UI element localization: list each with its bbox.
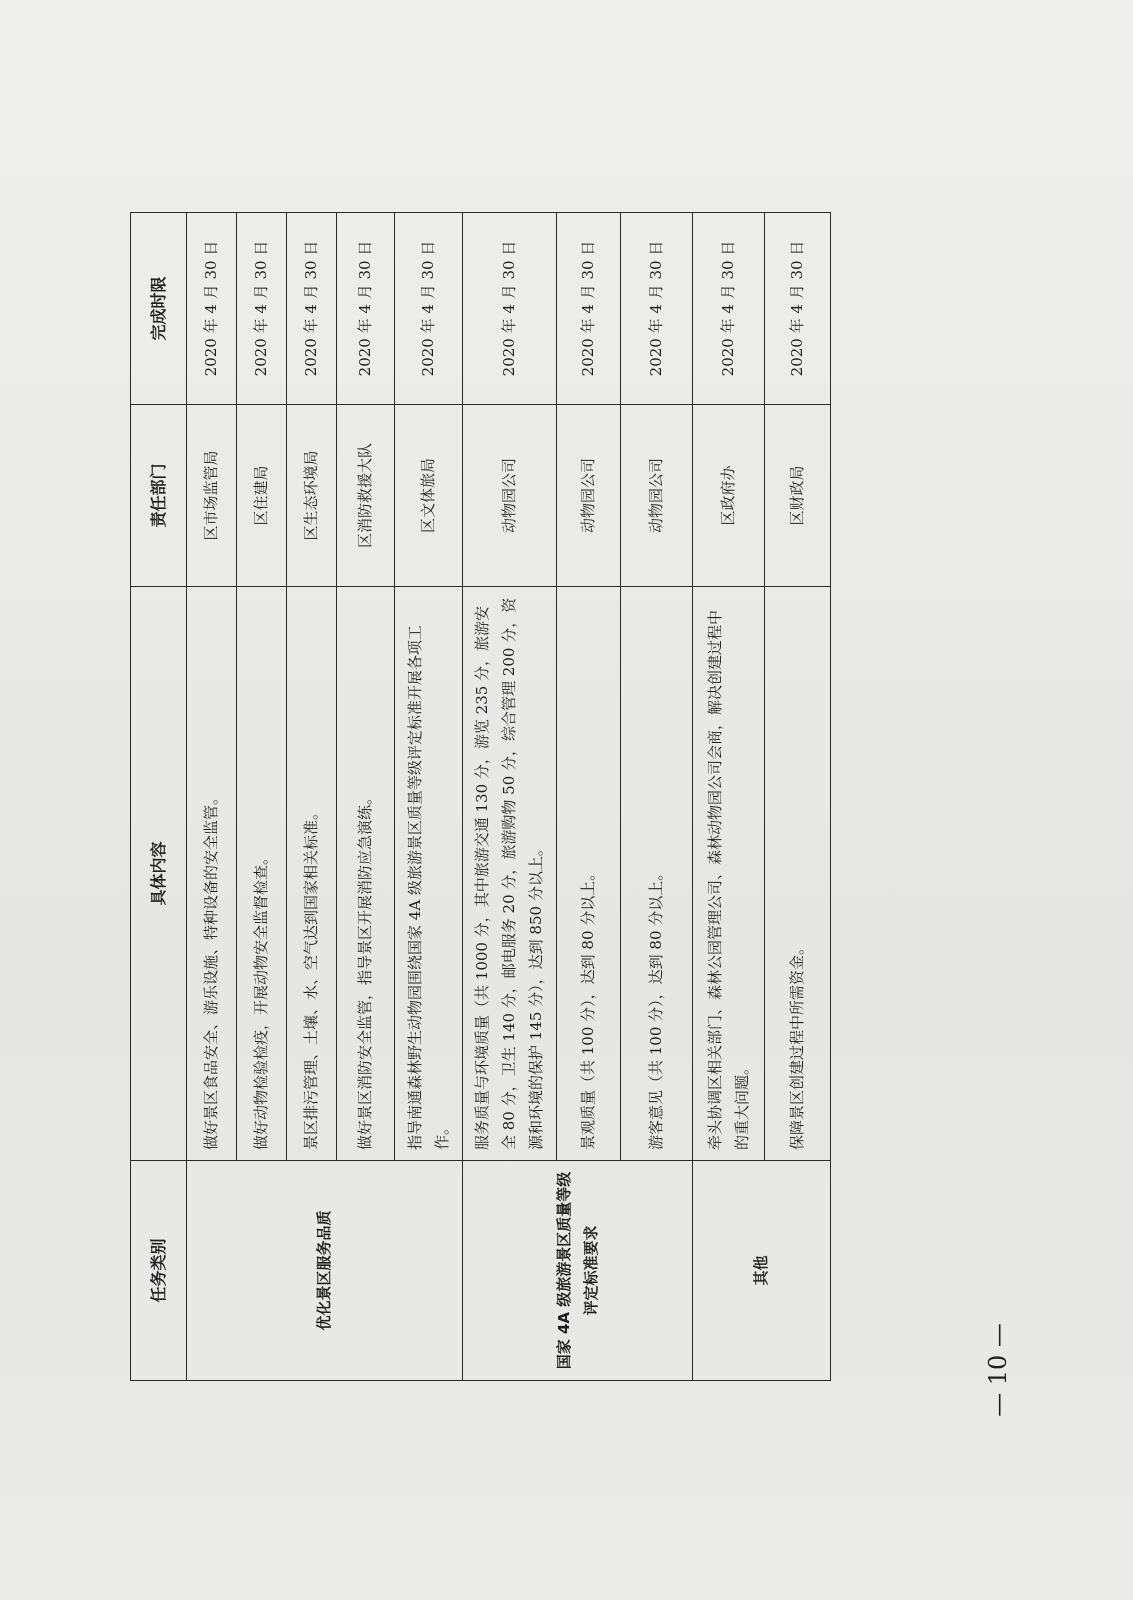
table-header-row [131,213,187,1381]
table-row [187,213,237,1381]
category-cell: 国家 4A 级旅游景区质量等级评定标准要求 [463,1161,693,1381]
header-dept: 责任部门 [131,405,187,587]
task-table [130,212,831,1381]
deadline-cell: 2020 年 4 月 30 日 [187,213,237,405]
category-cell: 其他 [693,1161,831,1381]
deadline-cell: 2020 年 4 月 30 日 [765,213,831,405]
content-cell: 景区排污管理、土壤、水、空气达到国家相关标准。 [287,587,337,1161]
header-content: 具体内容 [131,587,187,1161]
content-cell: 景观质量（共 100 分），达到 80 分以上。 [557,587,621,1161]
deadline-cell: 2020 年 4 月 30 日 [337,213,395,405]
category-cell: 优化景区服务品质 [187,1161,463,1381]
deadline-cell: 2020 年 4 月 30 日 [287,213,337,405]
dept-cell: 区生态环境局 [287,405,337,587]
deadline-cell: 2020 年 4 月 30 日 [557,213,621,405]
content-cell: 做好景区消防安全监管，指导景区开展消防应急演练。 [337,587,395,1161]
table-row [693,213,765,1381]
dept-cell: 区政府办 [693,405,765,587]
content-cell: 指导南通森林野生动物园围绕国家 4A 级旅游景区质量等级评定标准开展各项工作。 [395,587,463,1161]
content-cell: 做好景区食品安全、游乐设施、特种设备的安全监管。 [187,587,237,1161]
dept-cell: 区财政局 [765,405,831,587]
deadline-cell: 2020 年 4 月 30 日 [621,213,693,405]
dept-cell: 区市场监管局 [187,405,237,587]
deadline-cell: 2020 年 4 月 30 日 [395,213,463,405]
page-number [978,1290,1018,1450]
dept-cell: 区住建局 [237,405,287,587]
dept-cell: 动物园公司 [463,405,557,587]
content-cell: 做好动物检验检疫，开展动物安全监督检查。 [237,587,287,1161]
deadline-cell: 2020 年 4 月 30 日 [463,213,557,405]
deadline-cell: 2020 年 4 月 30 日 [693,213,765,405]
content-cell: 服务质量与环境质量（共 1000 分，其中旅游交通 130 分，游览 235 分，旅游安全 80 分，卫生 140 分，邮电服务 20 分，旅游购物 50 分，综合管理 200 分，资源和环境的保护 145 分），达到 850 分以上。 [463,587,557,1161]
content-cell: 保障景区创建过程中所需资金。 [765,587,831,1161]
deadline-cell: 2020 年 4 月 30 日 [237,213,287,405]
content-cell: 牵头协调区相关部门、森林公园管理公司、森林动物园公司会商，解决创建过程中的重大问题。 [693,587,765,1161]
dept-cell: 动物园公司 [557,405,621,587]
content-cell: 游客意见（共 100 分），达到 80 分以上。 [621,587,693,1161]
rotated-table-wrapper [130,213,830,1381]
page-number-text: — 10 — [984,1323,1013,1417]
dept-cell: 区文体旅局 [395,405,463,587]
dept-cell: 区消防救援大队 [337,405,395,587]
dept-cell: 动物园公司 [621,405,693,587]
table-row [463,213,557,1381]
header-category: 任务类别 [131,1161,187,1381]
header-deadline: 完成时限 [131,213,187,405]
